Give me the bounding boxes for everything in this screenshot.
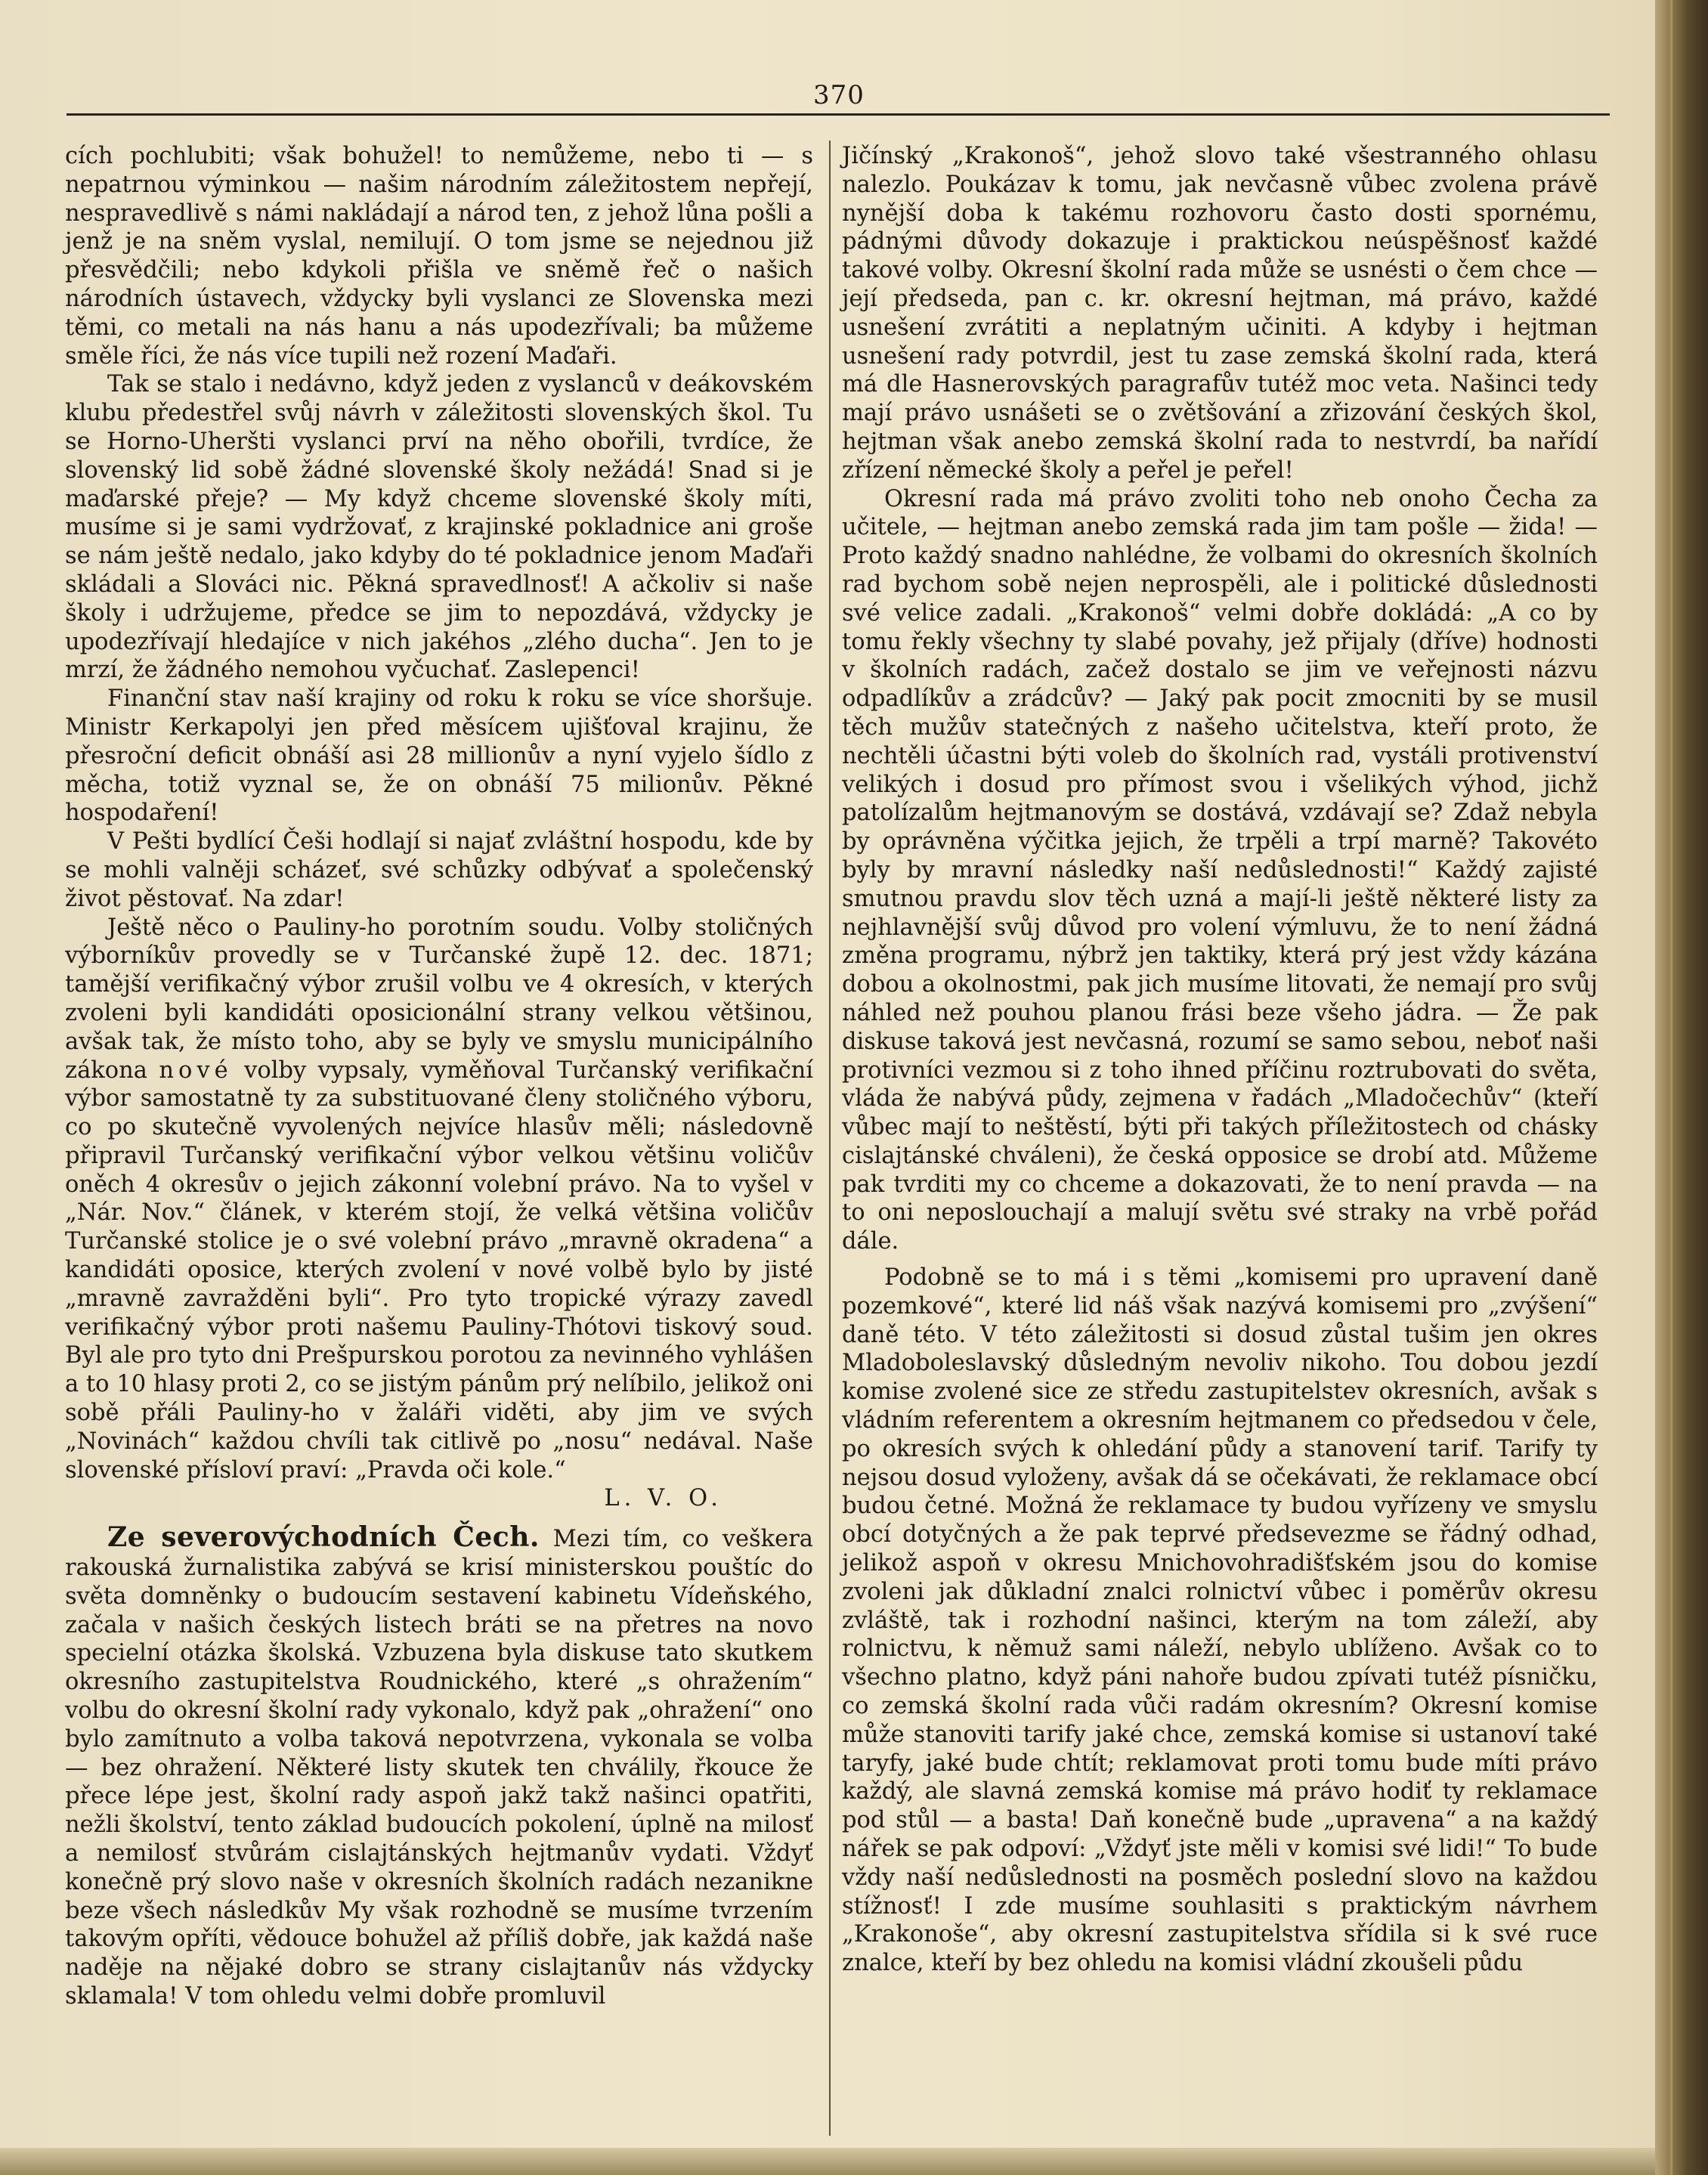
left-paragraph-5-part-a: Ještě něco o Pauliny-ho porotním soudu. Volby stoličných výborníkův provedly se v Turčanské župě 12. dec. 1871; tamější verifikačný výbor zrušil volbu ve 4 okresích, v kterých zvoleni byli kandidáti oposicionální strany velkou většinou, avšak tak, že místo toho, aby se byly ve smyslu municipálního zákona — [65, 914, 813, 1084]
book-binding-edge — [1655, 0, 1708, 2175]
section-title: Ze severovýchodních Čech. — [107, 1521, 540, 1554]
left-paragraph-4: V Pešti bydlící Češi hodlají si najať zvláštní hospodu, kde by se mohli valněji scházeť, své schůzky odbývať a společenský život pěstovať. Na zdar! — [65, 828, 813, 912]
left-paragraph-2: Tak se stalo i nedávno, když jeden z vyslanců v deákovském klubu předestřel svůj návrh v záležitosti slovenských škol. Tu se Horno-Uheršti vyslanci prví na něho obořili, tvrdíce, že slovenský lid sobě žádné slovenské školy nežádá! Snad si je maďarské přeje? — My když chceme slovenské školy míti, musíme si je sami vydržovať, z krajinské pokladnice ani groše se nám ještě nedalo, jako kdyby do té pokladnice jenom Maďaři skládali a Slováci nic. Pěkná spravedlnosť! A ačkoliv si naše školy i udržujeme, předce se jim to nepozdává, vždycky je upodezřívají hledajíce v nich jakéhos „zlého ducha“. Jen to je mrzí, že žádného nemohou vyčuchať. Zaslepenci! — [65, 371, 813, 684]
page-bottom-edge — [0, 2148, 1708, 2175]
left-paragraph-1: cích pochlubiti; však bohužel! to nemůžeme, nebo ti — s nepatrnou výminkou — našim národním záležitostem nepřejí, nespravedlivě s námi nakládají a národ ten, z jehož lůna pošli a jenž je na sněm vyslal, nemilují. O tom jsme se nejednou již přesvědčili; nebo kdykoli přišla ve sněmě řeč o našich národních ústavech, vždycky byli vyslanci ze Slovenska mezi těmi, co metali na nás hanu a nás upodezřívali; ba můžeme směle říci, že nás více tupili než rození Maďaři. — [65, 143, 813, 370]
left-paragraph-6-body: Mezi tím, co veškera rakouská žurnalistika zabývá se krisí ministerskou pouštíc do světa domněnky o budoucím sestavení kabinetu Vídeňského, začala v našich českých listech bráti se na přetres na novo specielní otázka školská. Vzbuzena byla diskuse tato skutkem okresního zastupitelstva Roudnického, které „s ohražením“ volbu do okresní školní rady vykonalo, když pak „ohražení“ ono bylo zamítnuto a volba taková nepotvrzena, vykonala se volba — bez ohražení. Některé listy skutek ten chválily, řkouce že přece lépe jest, školní rady aspoň jakž takž našinci opatřiti, nežli školství, tento základ budoucích pokolení, úplně na milosť a nemilosť stvůrám cislajtánských hejtmanův vydati. Vždyť konečně prý slovo naše v okresních školních radách nezanikne beze všech následkův My však rozhodně se musíme tvrzením takovým opříti, vědouce bohužel až příliš dobře, jak každá naše naděje na nějaké dobro se strany cislajtanův nás vždycky sklamala! V tom ohledu velmi dobře promluvil — [65, 1526, 813, 2009]
left-paragraph-5 — [65, 914, 813, 1485]
left-paragraph-5-part-b: volby vypsaly, vyměňoval Turčanský verifikační výbor samostatně ty za substituované členy stoličného výboru, co po skutečně vyvolených nejvíce hlasův měli; následovně připravil Turčanský verifikační výbor velkou většinu voličův oněch 4 okresův o jejich zákonní volební právo. Na to vyšel v „Nár. Nov.“ článek, v kterém stojí, že velká většina voličův Turčanské stolice je o své volební právo „mravně okradena“ a kandidáti oposice, kterých zvolení v nové volbě bylo by jisté „mravně zavražděni byli“. Pro tyto tropické výrazy zavedl verifikačný výbor proti našemu Pauliny-Thótovi tiskový soud. Byl ale pro tyto dni Prešpurskou porotou za nevinného vyhlášen a to 10 hlasy proti 2, co se jistým pánům prý nelíbilo, jelikož oni sobě přáli Pauliny-ho v žaláři viděti, aby jim ve svých „Novinách“ každou chvíli tak citlivě po „nosu“ nedával. Naše slovenské přísloví praví: „Pravda oči kole.“ — [65, 1057, 814, 1484]
right-column — [842, 142, 1598, 1978]
left-paragraph-3: Finanční stav naší krajiny od roku k roku se více shoršuje. Ministr Kerkapolyi jen před měsícem ujišťoval krajinu, že přesroční deficit obnáší asi 28 millionův a nyní vyjelo šídlo z měcha, totiž vyznal se, že on obnáší 75 milionův. Pěkné hospodaření! — [65, 685, 813, 827]
page-number: 370 — [813, 80, 865, 110]
article-signature: L. V. O. — [604, 1485, 722, 1512]
header-rule — [67, 113, 1610, 116]
spaced-word: nové — [159, 1057, 233, 1084]
left-column — [65, 142, 813, 2011]
left-paragraph-6 — [65, 1521, 813, 2011]
column-divider — [829, 141, 831, 2136]
right-paragraph-3: Podobně se to má i s těmi „komisemi pro upravení daně pozemkové“, které lid náš však nazývá komisemi pro „zvýšení“ daně této. V této záležitosti si dosud zůstal tušim jen okres Mladoboleslavský důsledným nevoliv nikoho. Tou dobou jezdí komise zvolené sice ze středu zastupitelstev okresních, avšak s vládním referentem a okresním hejtmanem co předsedou v čele, po okresích svých k ohledání půdy a stanovení tarif. Tarify ty nejsou dosud vyloženy, avšak dá se očekávati, že reklamace obcí budou četné. Možná že reklamace ty budou vyřízeny ve smyslu obcí dotyčných a že pak teprvé předsevezme se řádný odhad, jelikož aspoň v okresu Mnichovohradišťském jsou do komise zvoleni jak důkladní znalci rolnictví vůbec i poměrův okresu zvláště, tak i rozhodní našinci, kterým na tom záleží, aby rolnictvu, k němuž sami náleží, nebylo ublíženo. Avšak co to všechno platno, když páni nahoře budou zpívati tutéž písničku, co zemská školní rada vůči radám okresním? Okresní komise může stanoviti tarify jaké chce, zemská komise si ustanoví také taryfy, jaké bude chtít; reklamovat proti tomu bude míti právo každý, ale slavná zemská komise má právo hodiť ty reklamace pod stůl — a basta! Daň konečně bude „upravena“ a na každý nářek se pak odpoví: „Vždyť jste měli v komisi své lidi!“ To bude vždy naší nedůslednosti na posměch poslední slovo na každou stížnosť! I zde musíme souhlasiti s praktickým návrhem „Krakonoše“, aby okresní zastupitelstva sřídila si k své ruce znalce, kteří by bez ohledu na komisi vládní zkoušeli půdu — [842, 1264, 1598, 1977]
right-paragraph-1: Jičínský „Krakonoš“, jehož slovo také všestranného ohlasu nalezlo. Poukázav k tomu, jak nevčasně vůbec zvolena právě nynější doba k takému rozhovoru často dosti spornému, pádnými důvody dokazuje i praktickou neúspěšnosť každé takové volby. Okresní školní rada může se usnésti o čem chce — její předseda, pan c. kr. okresní hejtman, má právo, každé usnešení zvrátiti a neplatným učiniti. A kdyby i hejtman usnešení rady potvrdil, jest tu zase zemská školní rada, která má dle Hasnerovských paragrafův tutéž moc veta. Našinci tedy mají právo usnášeti se o zvětšování a zřizování českých škol, hejtman však anebo zemská školní rada to nestvrdí, ba nařídí zřízení německé školy a peřel je peřel! — [842, 143, 1598, 484]
right-paragraph-2: Okresní rada má právo zvoliti toho neb onoho Čecha za učitele, — hejtman anebo zemská rada jim tam pošle — žida! — Proto každý snadno nahlédne, že volbami do okresních školních rad bychom sobě nejen neprospěli, ale i politické důslednosti své velice zadali. „Krakonoš“ velmi dobře dokládá: „A co by tomu řekly všechny ty slabé povahy, jež přijaly (dříve) hodnosti v školních radách, začež dostalo se jim ve veřejnosti názvu odpadlíkův a zrádcův? — Jaký pak pocit zmocniti by se musil těch mužův statečných z našeho učitelstva, kteří proto, že nechtěli účastni býti voleb do školních rad, vystáli protivenství velikých i dosud pro přímost svou i všelikých výhod, jichž patolízalům hejtmanovým se dostává, vzdávají se? Zdaž nebyla by oprávněna výčitka jejich, že trpěli a trpí marně? Takovéto byly by mravní následky naší nedůslednosti!“ Každý zajisté smutnou pravdu slov těch uzná a mají-li ještě některé listy za nejhlavnější svůj důvod pro volení výmluvu, že to není žádná změna programu, nýbrž jen taktiky, která prý jest vždy kázána dobou a okolnostmi, pak jich musíme litovati, že nemají pro svůj náhled než pouhou planou frási beze všeho jádra. — Že pak diskuse taková jest nevčasná, rozumí se samo sebou, neboť naši protivníci vezmou si z toho ihned příčinu roztrubovati do světa, vláda že nabývá půdy, zejmena v řadách „Mladočechův“ (kteří vůbec mají to neštěstí, býti při takých příležitostech od chásky cislajtánské chváleni), že česká opposice se drobí atd. Můžeme pak tvrditi my co chceme a dokazovati, že to není pravda — na to oni neposlouchají a malují světu své straky na vrbě pořád dále. — [842, 485, 1598, 1255]
